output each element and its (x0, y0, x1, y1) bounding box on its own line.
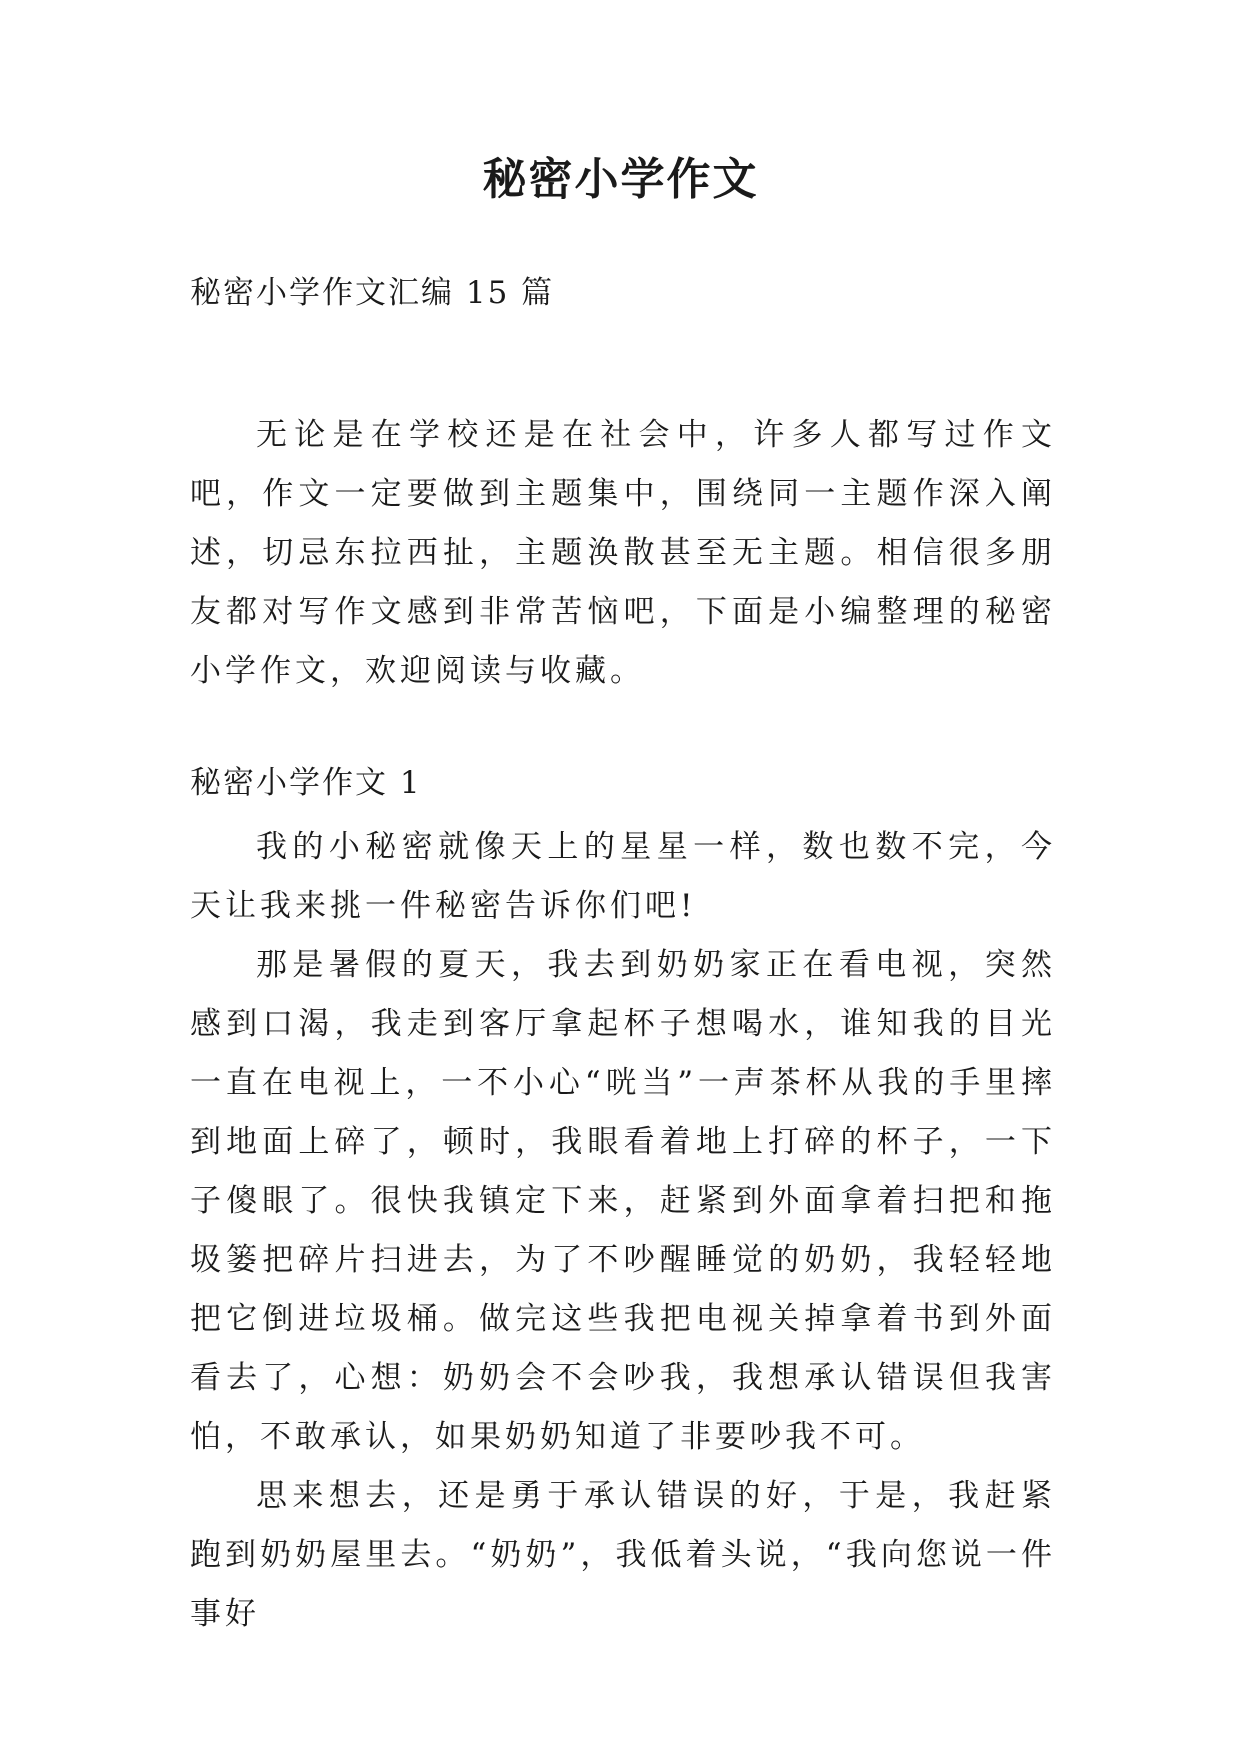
document-subtitle: 秘密小学作文汇编 15 篇 (190, 275, 555, 311)
document-title: 秘密小学作文 (482, 154, 759, 205)
body-paragraph-2: 那是暑假的夏天，我去到奶奶家正在看电视，突然感到口渴，我走到客厅拿起杯子想喝水，谁知我的目光一直在电视上，一不小心“咣当”一声茶杯从我的手里摔到地面上碎了，顿时，我眼看着地上打碎的杯子，一下子傻眼了。很快我镇定下来，赶紧到外面拿着扫把和拖圾篓把碎片扫进去，为了不吵醒睡觉的奶奶，我轻轻地把它倒进垃圾桶。做完这些我把电视关掉拿着书到外面看去了，心想：奶奶会不会吵我，我想承认错误但我害怕，不敢承认，如果奶奶知道了非要吵我不可。 (190, 947, 1056, 1455)
section-heading: 秘密小学作文 1 (190, 765, 422, 801)
body-paragraph-1: 我的小秘密就像天上的星星一样，数也数不完，今天让我来挑一件秘密告诉你们吧! (190, 829, 1056, 924)
body-paragraph-3: 思来想去，还是勇于承认错误的好，于是，我赶紧跑到奶奶屋里去。“奶奶”，我低着头说，“我向您说一件事好 (190, 1478, 1056, 1632)
intro-paragraph: 无论是在学校还是在社会中，许多人都写过作文吧，作文一定要做到主题集中，围绕同一主题作深入阐述，切忌东拉西扯，主题涣散甚至无主题。相信很多朋友都对写作文感到非常苦恼吧，下面是小编整理的秘密小学作文，欢迎阅读与收藏。 (190, 417, 1056, 689)
